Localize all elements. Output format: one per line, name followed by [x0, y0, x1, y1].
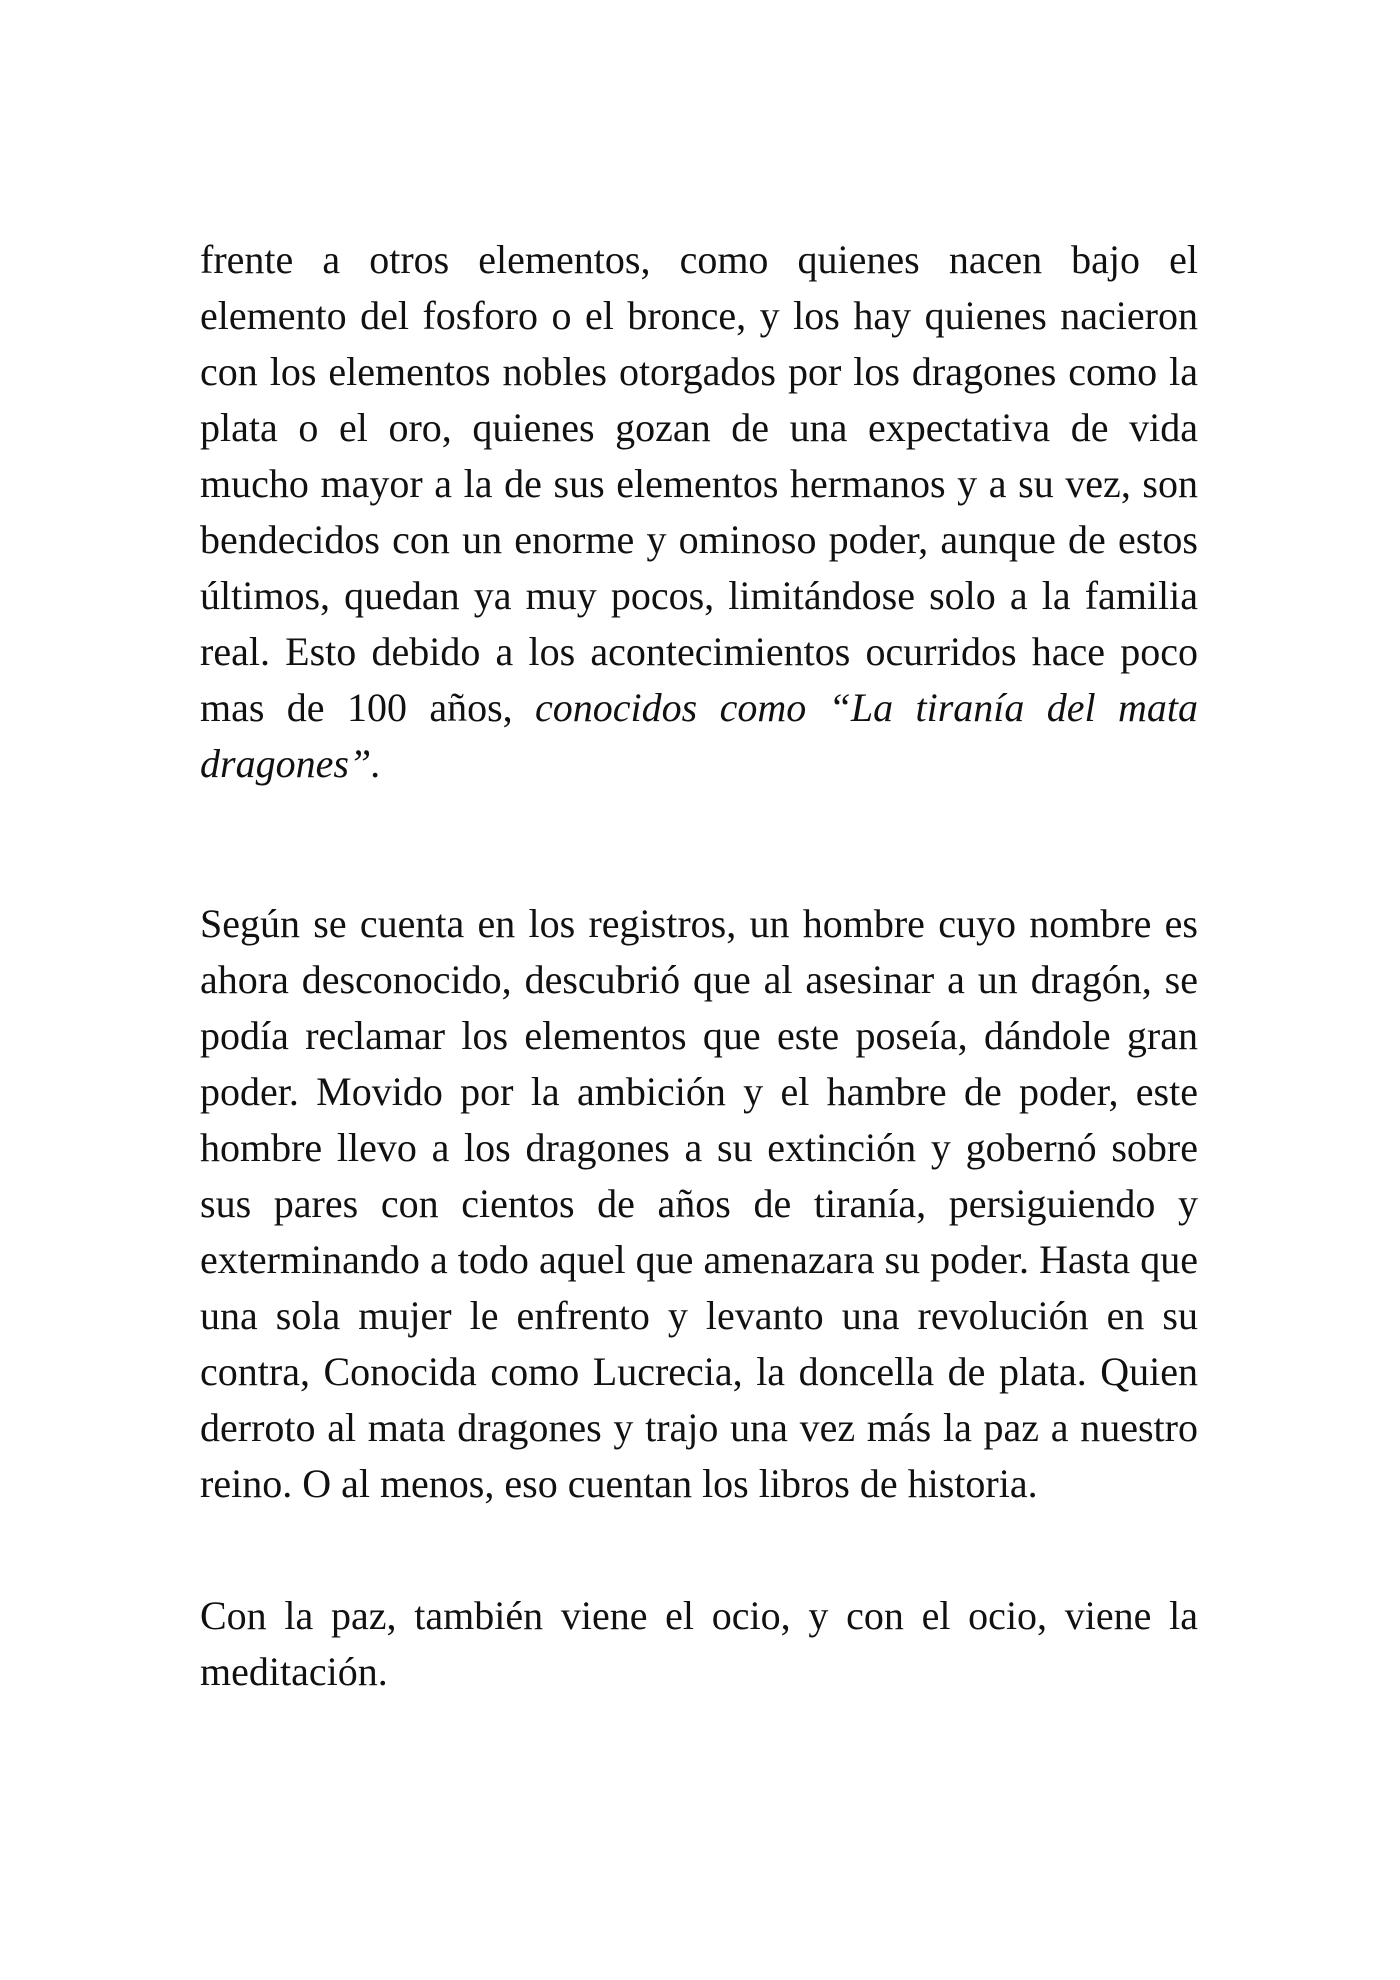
paragraph-1-main: frente a otros elementos, como quienes nacen bajo el elemento del fosforo o el bronce, y los hay quienes nacieron con los elementos nobles otorgados por los dragones como la plata o el oro, quienes gozan de una expectativa de vida mucho mayor a la de sus elementos hermanos y a su vez, son bendecidos con un enorme y ominoso poder, aunque de estos últimos, quedan ya muy pocos, limitándose solo a la familia real. Esto debido a los acontecimientos ocurridos hace poco mas de 100 años,	[200, 237, 1198, 730]
paragraph-3-text: Con la paz, también viene el ocio, y con el ocio, viene la meditación.	[200, 1593, 1198, 1694]
paragraph-1-text	[200, 232, 1198, 792]
paragraph-2-text: Según se cuenta en los registros, un hombre cuyo nombre es ahora desconocido, descubrió que al asesinar a un dragón, se podía reclamar los elementos que este poseía, dándole gran poder. Movido por la ambición y el hambre de poder, este hombre llevo a los dragones a su extinción y gobernó sobre sus pares con cientos de años de tiranía, persiguiendo y exterminando a todo aquel que amenazara su poder. Hasta que una sola mujer le enfrento y levanto una revolución en su contra, Conocida como Lucrecia, la doncella de plata. Quien derroto al mata dragones y trajo una vez más la paz a nuestro reino. O al menos, eso cuentan los libros de historia.	[200, 901, 1198, 1506]
paragraph-3	[200, 1588, 1198, 1700]
paragraph-2	[200, 896, 1198, 1512]
paragraph-1-italic: conocidos como “La tiranía del mata dragones”.	[200, 685, 1199, 786]
paragraph-1	[200, 232, 1198, 792]
